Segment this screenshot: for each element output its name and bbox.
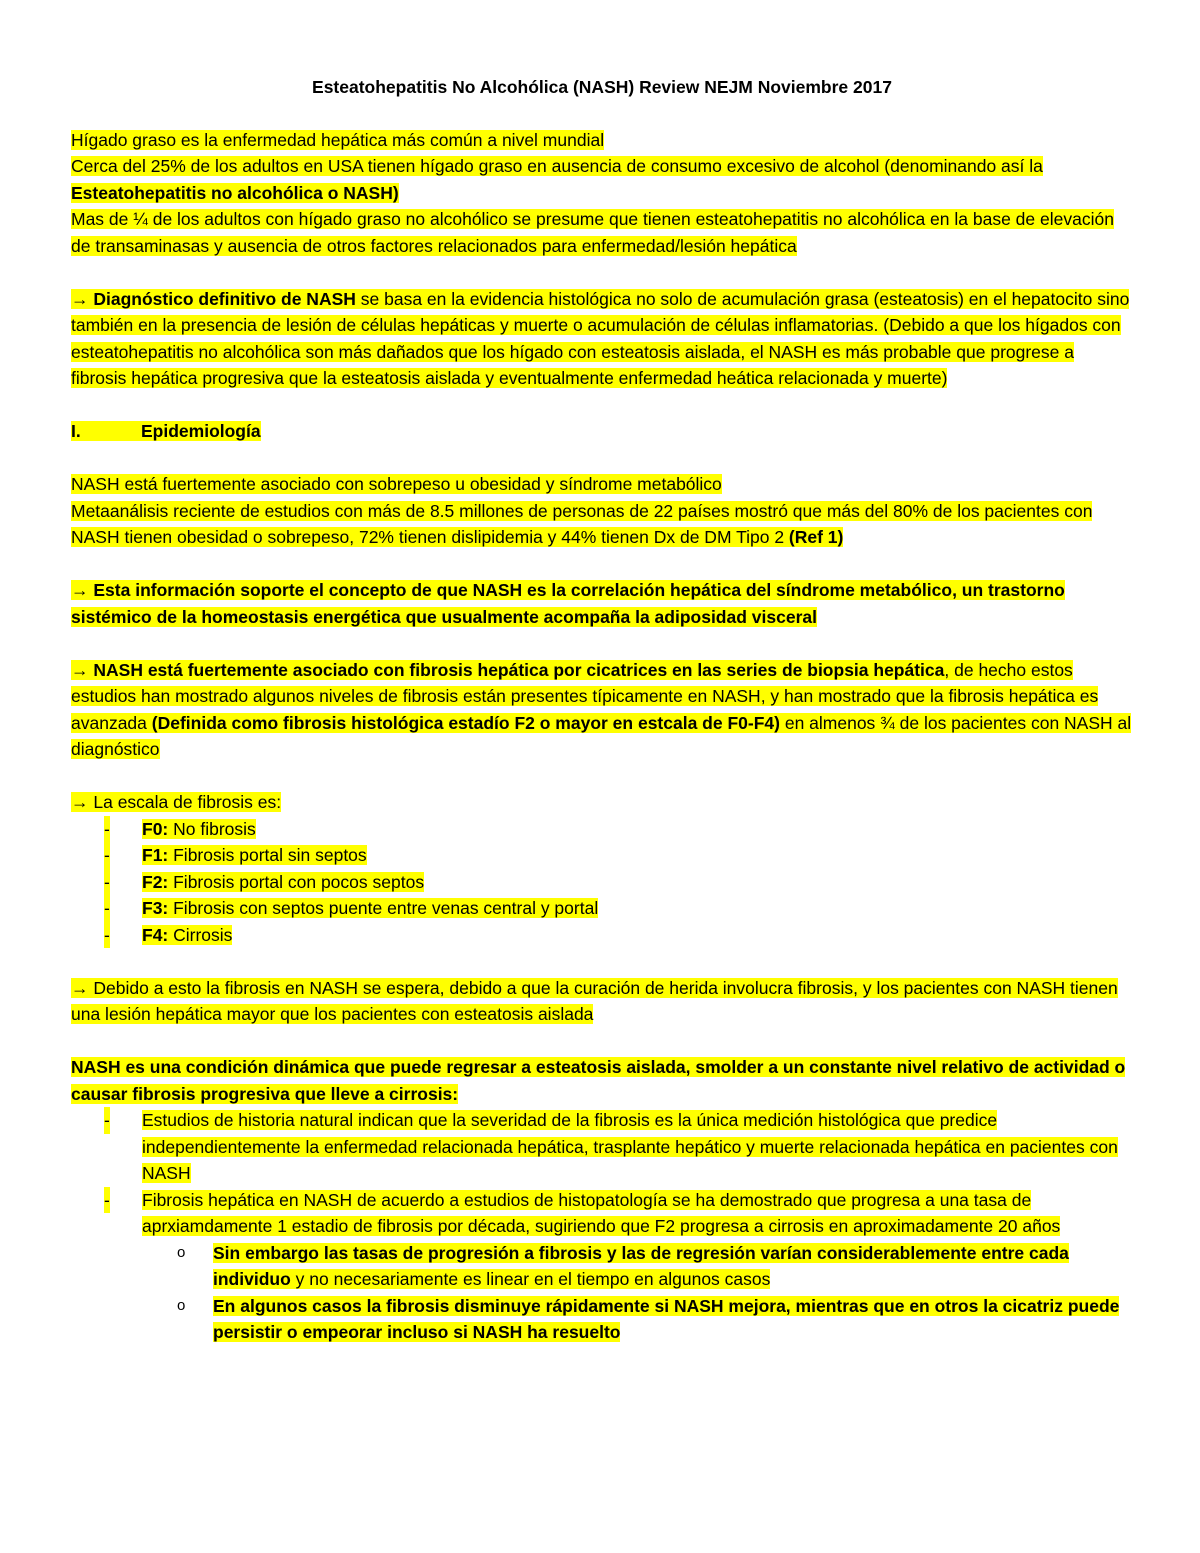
document-body <box>71 74 1133 1372</box>
dash-marker: - <box>104 816 110 843</box>
list-item: - Estudios de historia natural indican que la severidad de la fibrosis es la única medición histológica que predice independientemente la enfermedad relacionada hepática, trasplante hepático y muerte relacionada hepática en pacientes con NASH <box>71 1107 1133 1187</box>
dash-marker: - <box>104 1107 110 1134</box>
arrow-icon: → <box>71 977 94 998</box>
section-number: I. <box>71 421 81 441</box>
arrow-icon: → <box>71 659 94 680</box>
sub-list-item: o Sin embargo las tasas de progresión a fibrosis y las de regresión varían considerablemente entre cada individuo y no necesariamente es linear en el tiempo en algunos casos <box>142 1240 1133 1293</box>
dash-marker: - <box>104 869 110 896</box>
sub-list-item: o En algunos casos la fibrosis disminuye rápidamente si NASH mejora, mientras que en otros la cicatriz puede persistir o empeorar incluso si NASH ha resuelto <box>142 1293 1133 1346</box>
list-item: - F4: Cirrosis <box>71 922 1133 949</box>
list-item: - F0: No fibrosis <box>71 816 1133 843</box>
section-title: Epidemiología <box>141 421 261 441</box>
dash-marker: - <box>104 895 110 922</box>
diagnosis-paragraph: → Diagnóstico definitivo de NASH se basa en la evidencia histológica no solo de acumulación grasa (esteatosis) en el hepatocito sino también en la presencia de lesión de células hepáticas y muerte o acumulación de células inflamatorias. (Debido a que los hígados con esteatohepatitis no alcohólica son más dañados que los hígado con esteatosis aislada, el NASH es más probable que progrese a fibrosis hepática progresiva que la esteatosis aislada y eventualmente enfermedad heática relacionada y muerte) <box>71 288 1130 388</box>
fibrosis-paragraph: → NASH está fuertemente asociado con fibrosis hepática por cicatrices en las series de biopsia hepática, de hecho estos estudios han mostrado algunos niveles de fibrosis están presentes típicamente en NASH, y han mostrado que la fibrosis hepática es avanzada (Definida como fibrosis histológica estadío F2 o mayor en estcala de F0-F4) en almenos ¾ de los pacientes con NASH al diagnóstico <box>71 659 1132 759</box>
list-item: - Fibrosis hepática en NASH de acuerdo a estudios de histopatología se ha demostrado que progresa a una tasa de aprxiamdamente 1 estadio de fibrosis por década, sugiriendo que F2 progresa a cirrosis en aproximadamente 20 años o Sin embargo las tasas de progresión a fibrosis y las de regresión varían considerablemente entre cada individuo y no necesariamente es linear en el tiempo en algunos casos o En algunos casos la fibrosis disminuye rápidamente si NASH mejora, mientras que en otros la cicatriz puede persistir o empeorar incluso si NASH ha resuelto <box>71 1187 1133 1346</box>
circle-marker: o <box>177 1243 186 1261</box>
arrow-icon: → <box>71 288 94 309</box>
sub-list <box>142 1240 1133 1346</box>
scale-list <box>71 816 1133 949</box>
list-item: - F1: Fibrosis portal sin septos <box>71 842 1133 869</box>
dash-marker: - <box>104 1187 110 1214</box>
epidemiology-paragraph <box>71 471 1133 551</box>
list-item: - F3: Fibrosis con septos puente entre venas central y portal <box>71 895 1133 922</box>
epi-line-2: Metaanálisis reciente de estudios con más de 8.5 millones de personas de 22 países mostró que más del 80% de los pacientes con NASH tienen obesidad o sobrepeso, 72% tienen dislipidemia y 44% tienen Dx de DM Tipo 2 (Ref 1) <box>71 500 1093 547</box>
dynamic-condition <box>71 1054 1133 1346</box>
dash-marker: - <box>104 922 110 949</box>
concept-paragraph: → Esta información soporte el concepto de que NASH es la correlación hepática del síndrome metabólico, un trastorno sistémico de la homeostasis energética que usualmente acompaña la adiposidad visceral <box>71 580 1065 627</box>
scale-title: La escala de fibrosis es: <box>93 792 282 812</box>
list-item: - F2: Fibrosis portal con pocos septos <box>71 869 1133 896</box>
intro-paragraph <box>71 127 1133 260</box>
dynamic-list <box>71 1107 1133 1346</box>
epi-line-1: NASH está fuertemente asociado con sobrepeso u obesidad y síndrome metabólico <box>71 474 722 494</box>
intro-line-2: Cerca del 25% de los adultos en USA tienen hígado graso en ausencia de consumo excesivo de alcohol (denominando así la Esteatohepatitis no alcohólica o NASH) <box>71 156 1043 203</box>
dash-marker: - <box>104 842 110 869</box>
dynamic-title: NASH es una condición dinámica que puede regresar a esteatosis aislada, smolder a un constante nivel relativo de actividad o causar fibrosis progresiva que lleve a cirrosis: <box>71 1057 1126 1104</box>
circle-marker: o <box>177 1296 186 1314</box>
intro-line-1: Hígado graso es la enfermedad hepática más común a nivel mundial <box>71 129 605 150</box>
arrow-icon: → <box>71 792 94 812</box>
document-title: Esteatohepatitis No Alcohólica (NASH) Review NEJM Noviembre 2017 <box>312 77 892 97</box>
fibrosis-scale <box>71 789 1133 948</box>
intro-line-3: Mas de ¼ de los adultos con hígado graso no alcohólico se presume que tienen esteatohepatitis no alcohólica en la base de elevación de transaminasas y ausencia de otros factores relacionados para enfermedad/lesión hepática <box>71 209 1114 256</box>
arrow-icon: → <box>71 580 94 600</box>
section-heading-epidemiology <box>71 418 1133 445</box>
expectation-paragraph: → Debido a esto la fibrosis en NASH se espera, debido a que la curación de herida involucra fibrosis, y los pacientes con NASH tienen una lesión hepática mayor que los pacientes con esteatosis aislada <box>71 977 1118 1024</box>
reference: (Ref 1) <box>788 527 844 547</box>
